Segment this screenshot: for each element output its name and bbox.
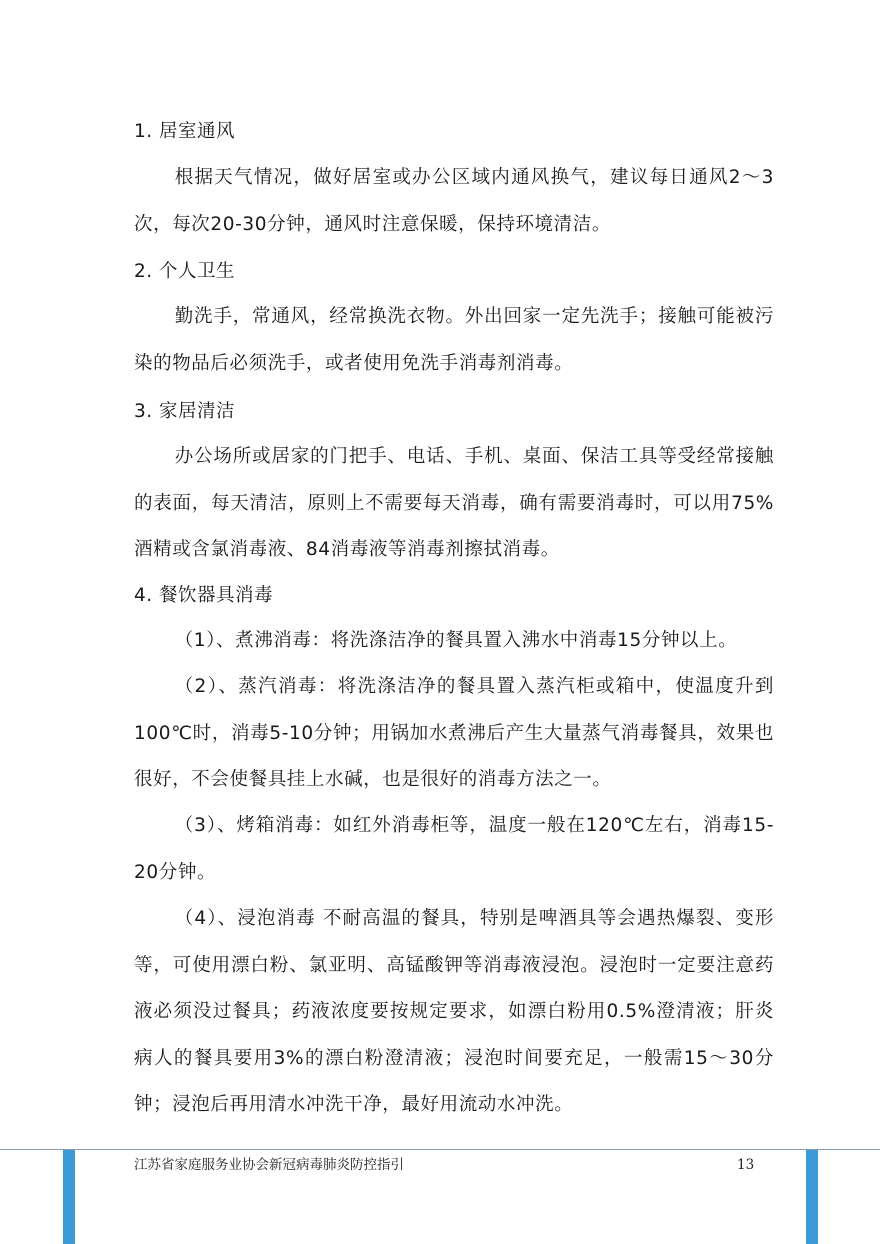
section-heading-cleaning: 3. 家居清洁 bbox=[134, 401, 236, 422]
footer-accent-bar-right bbox=[806, 1150, 818, 1244]
paragraph-steam: （2）、蒸汽消毒：将洗涤洁净的餐具置入蒸汽柜或箱中，使温度升到100℃时，消毒5-10分钟；用锅加水煮沸后产生大量蒸气消毒餐具，效果也很好，不会使餐具挂上水碱，也是很好的消毒方法之一。 bbox=[134, 676, 774, 790]
paragraph-soaking: （4）、浸泡消毒 不耐高温的餐具，特别是啤酒具等会遇热爆裂、变形等，可使用漂白粉、氯亚明、高锰酸钾等消毒液浸泡。浸泡时一定要注意药液必须没过餐具；药液浓度要按规定要求，如漂白粉用0.5%澄清液；肝炎病人的餐具要用3%的漂白粉澄清液；浸泡时间要充足，一般需15～30分钟；浸泡后再用清水冲洗干净，最好用流动水冲洗。 bbox=[134, 908, 774, 1115]
footer-title: 江苏省家庭服务业协会新冠病毒肺炎防控指引 bbox=[134, 1157, 404, 1173]
paragraph-boiling: （1）、煮沸消毒：将洗涤洁净的餐具置入沸水中消毒15分钟以上。 bbox=[174, 630, 738, 651]
paragraph-ventilation: 根据天气情况，做好居室或办公区域内通风换气，建议每日通风2～3次，每次20-30分钟，通风时注意保暖，保持环境清洁。 bbox=[134, 167, 774, 235]
paragraph-cleaning: 办公场所或居家的门把手、电话、手机、桌面、保洁工具等受经常接触的表面，每天清洁，原则上不需要每天消毒，确有需要消毒时，可以用75%酒精或含氯消毒液、84消毒液等消毒剂擦拭消毒。 bbox=[134, 446, 774, 560]
section-heading-tableware: 4. 餐饮器具消毒 bbox=[134, 585, 274, 606]
section-heading-ventilation: 1. 居室通风 bbox=[134, 121, 236, 142]
footer-page-number: 13 bbox=[737, 1157, 755, 1173]
footer-accent-bar-left bbox=[63, 1150, 75, 1244]
footer-divider bbox=[0, 1149, 880, 1150]
section-heading-hygiene: 2. 个人卫生 bbox=[134, 261, 236, 282]
paragraph-oven: （3）、烤箱消毒：如红外消毒柜等，温度一般在120℃左右，消毒15-20分钟。 bbox=[134, 815, 774, 883]
paragraph-hygiene: 勤洗手，常通风，经常换洗衣物。外出回家一定先洗手；接触可能被污染的物品后必须洗手，或者使用免洗手消毒剂消毒。 bbox=[134, 306, 774, 374]
